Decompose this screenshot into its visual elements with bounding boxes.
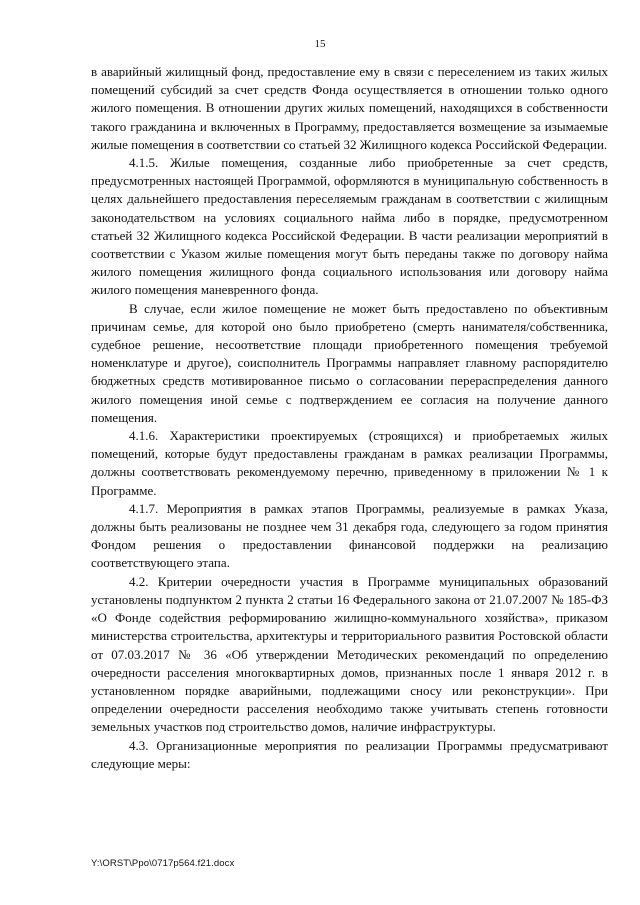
paragraph-4-2: 4.2. Критерии очередности участия в Программе муниципальных образований установлены подпунктом 2 пункта 2 статьи 16 Федерального закона от 21.07.2007 № 185-ФЗ «О Фонде содействия реформированию жилищно-коммунального хозяйства», приказом министерства строительства, архитектуры и территориального развития Ростовской области от 07.03.2017 № 36 «Об утверждении Методических рекомендаций по определению очередности расселения многоквартирных домов, признанных после 1 января 2012 г. в установленном порядке аварийными, подлежащими сносу или реконструкции». При определении очередности расселения необходимо также учитывать степень готовности земельных участков под строительство домов, наличие инфраструктуры.: [91, 573, 608, 735]
paragraph-4-1-7: 4.1.7. Мероприятия в рамках этапов Программы, реализуемые в рамках Указа, должны быть реализованы не позднее чем 31 декабря года, следующего за годом принятия Фондом решения о предоставлении финансовой поддержки на реализацию соответствующего этапа.: [91, 500, 608, 571]
file-path-footer: Y:\ORST\Ppo\0717p564.f21.docx: [91, 858, 235, 869]
paragraph-continuation: в аварийный жилищный фонд, предоставление ему в связи с переселением из таких жилых помещений субсидий за счет средств Фонда осуществляется в отношении только одного жилого помещения. В отношении других жилых помещений, находящихся в собственности такого гражданина и включенных в Программу, предоставляется возмещение за изымаемые жилые помещения в соответствии со статьей 32 Жилищного кодекса Российской Федерации.: [91, 64, 608, 152]
document-body: [91, 63, 608, 773]
paragraph-reallocation: В случае, если жилое помещение не может быть предоставлено по объективным причинам семье, для которой оно было приобретено (смерть нанимателя/собственника, судебное решение, несоответствие площади приобретенного помещения требуемой номенклатуре и другое), соисполнитель Программы направляет главному распорядителю бюджетных средств мотивированное письмо о согласовании перераспределения данного жилого помещения иной семье с подтверждением ее согласия на получение данного помещения.: [91, 300, 608, 425]
paragraph-4-3: 4.3. Организационные мероприятия по реализации Программы предусматривают следующие меры:: [91, 737, 608, 771]
paragraph-4-1-6: 4.1.6. Характеристики проектируемых (строящихся) и приобретаемых жилых помещений, которые будут предоставлены гражданам в рамках реализации Программы, должны соответствовать рекомендуемому перечню, приведенному в приложении № 1 к Программе.: [91, 428, 608, 498]
page-number: 15: [314, 38, 326, 50]
paragraph-4-1-5: 4.1.5. Жилые помещения, созданные либо приобретенные за счет средств, предусмотренных настоящей Программой, оформляются в муниципальную собственность в целях дальнейшего предоставления переселяемым гражданам в соответствии с жилищным законодательством на условиях социального найма либо в порядке, предусмотренном статьей 32 Жилищного кодекса Российской Федерации. В части реализации мероприятий в соответствии с Указом жилые помещения могут быть переданы также по договору найма жилого помещения жилищного фонда социального использования или договору найма жилого помещения маневренного фонда.: [91, 155, 608, 298]
